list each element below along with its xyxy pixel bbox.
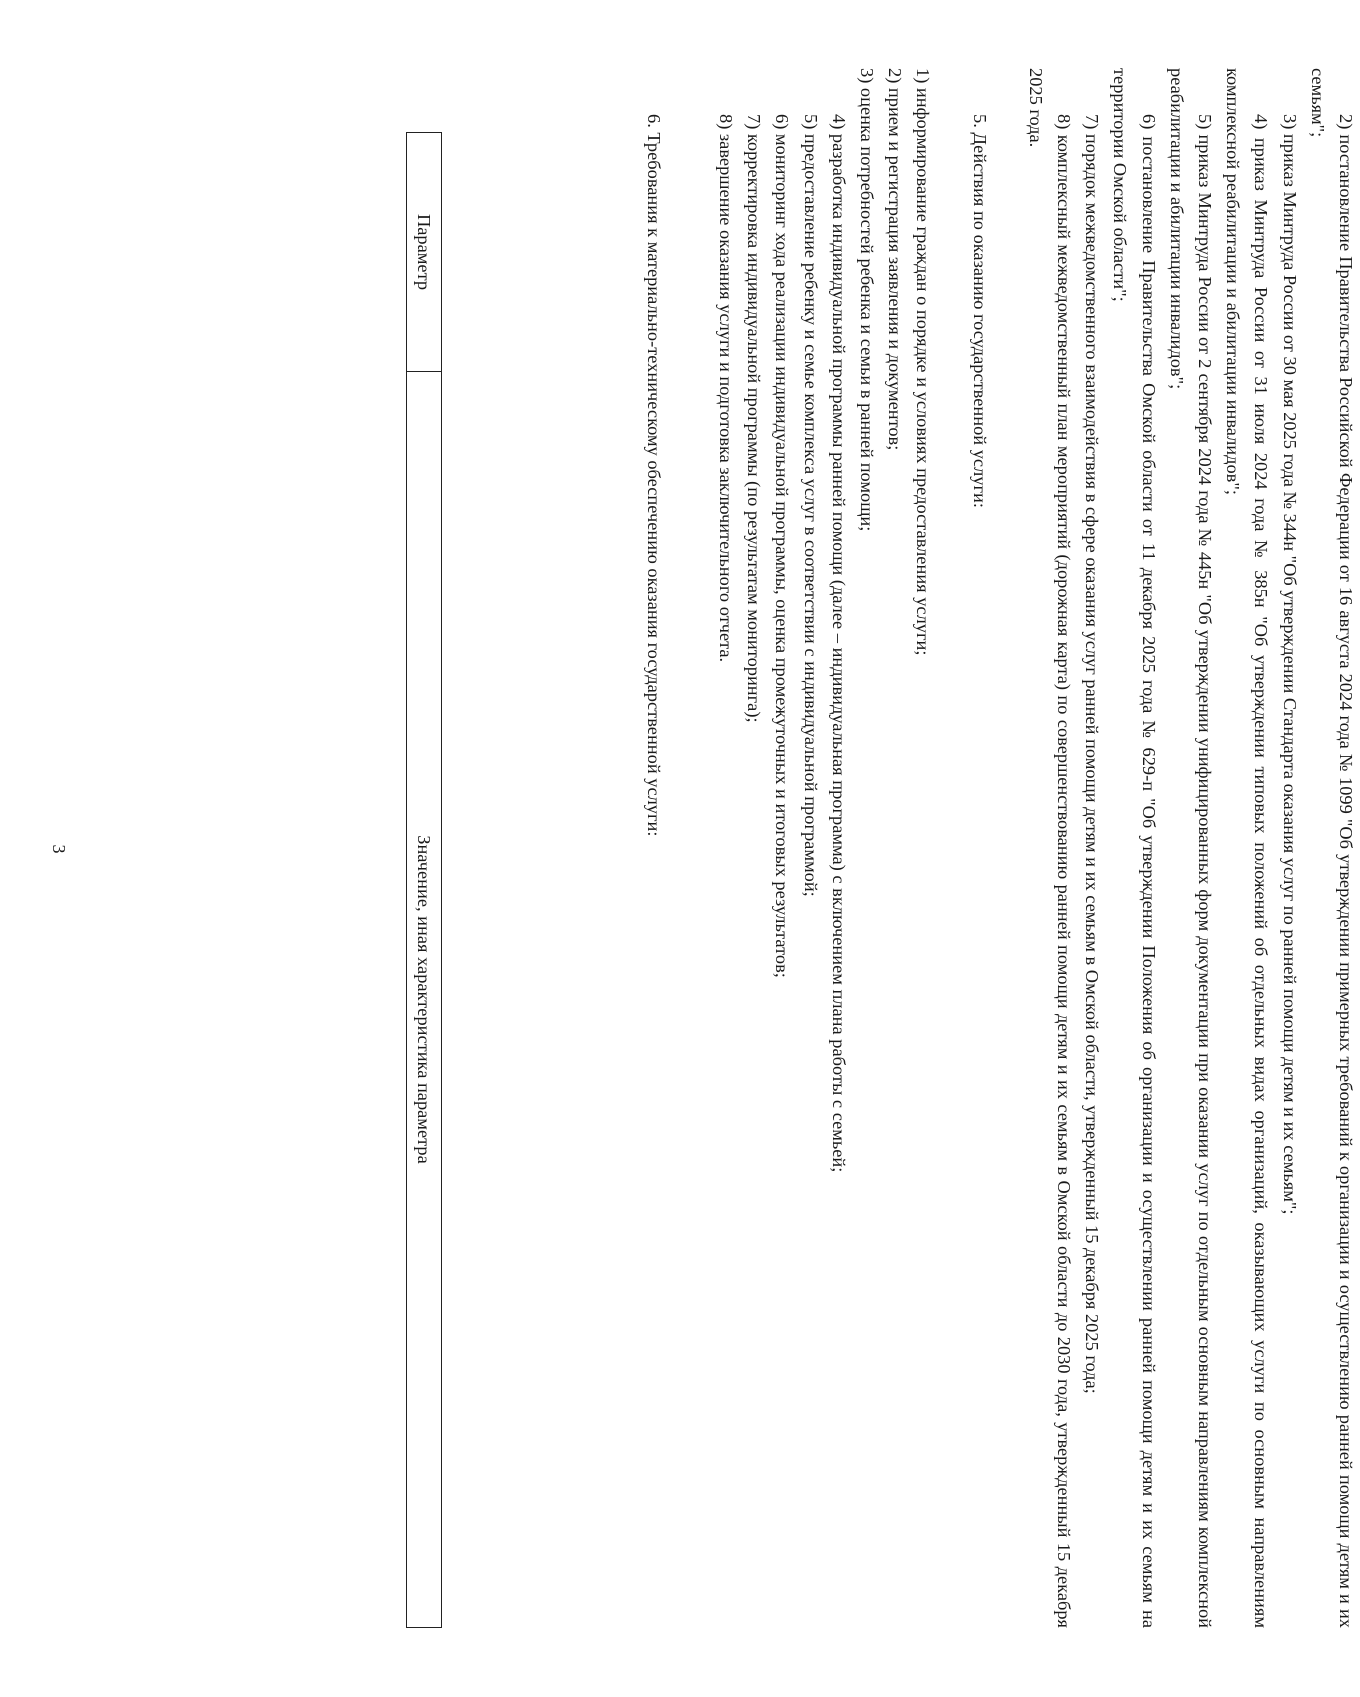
- list-item-3: 3) приказ Минтруда России от 30 мая 2025 года № 344н "Об утверждении Стандарта оказания услуг по ранней помощи детям и их семьям";: [1279, 114, 1300, 1215]
- action-item-1: 1) информирование граждан о порядке и условиях предоставления услуги;: [913, 68, 934, 656]
- action-item-3: 3) оценка потребностей ребенка и семьи в ранней помощи;: [856, 68, 877, 532]
- action-item-6: 6) мониторинг хода реализации индивидуальной программы, оценка промежуточных и итоговых результатов;: [772, 114, 793, 978]
- requirements-table: [406, 132, 442, 1628]
- action-item-7: 7) корректировка индивидуальной программы (по результатам мониторинга);: [744, 114, 765, 723]
- list-item-5: 5) приказ Минтруда России от 2 сентября 2024 года № 445н "Об утверждении унифицированных форм документации при оказании услуг по отдельным основным направлениям комплексной реабилитации и абилитации инвалидов";: [1166, 68, 1215, 1628]
- list-item-6: 6) постановление Правительства Омской области от 11 декабря 2025 года № 629-п "Об утверждении Положения об организации и осуществлении ранней помощи детям и их семьям на территории Омской области";: [1110, 68, 1159, 1628]
- action-item-2: 2) прием и регистрация заявления и документов;: [885, 68, 906, 451]
- table-header-value: Значение, иная характеристика параметра: [407, 372, 442, 1628]
- list-item-2: 2) постановление Правительства Российской Федерации от 16 августа 2024 года № 1099 "Об утверждении примерных требований к организации и осуществлению ранней помощи детям и их семьям";: [1307, 68, 1356, 1628]
- list-item-4: 4) приказ Минтруда России от 31 июля 2024 года № 385н "Об утверждении типовых положений об отдельных видах организаций, оказывающих услуги по основным направлениям комплексной реабилитации и абилитации инвалидов";: [1223, 68, 1272, 1628]
- page-content: [360, 68, 1360, 1628]
- section-5-heading: 5. Действия по оказанию государственной услуги:: [969, 114, 990, 508]
- list-item-8: 8) комплексный межведомственный план мероприятий (дорожная карта) по совершенствованию ранней помощи детям и их семьям в Омской области до 2030 года, утвержденный 15 декабря 2025 года.: [1025, 68, 1074, 1628]
- document-body: [640, 68, 1360, 1628]
- action-item-5: 5) предоставление ребенку и семье комплекса услуг в соответствии с индивидуальной программой;: [800, 114, 821, 897]
- action-item-8: 8) завершение оказания услуги и подготовка заключительного отчета.: [715, 114, 736, 663]
- table-header-parameter: Параметр: [407, 133, 442, 372]
- table-header-row: [407, 133, 442, 1628]
- page-number: 3: [49, 844, 69, 854]
- action-item-4: 4) разработка индивидуальной программы ранней помощи (далее – индивидуальная программа) с включением плана работы с семьей;: [828, 114, 849, 1173]
- list-item-7: 7) порядок межведомственного взаимодействия в сфере оказания услуг ранней помощи детям и их семьям в Омской области, утвержденный 15 декабря 2025 года;: [1082, 114, 1103, 1394]
- section-6-heading: 6. Требования к материально-техническому обеспечению оказания государственной услуги:: [643, 114, 664, 837]
